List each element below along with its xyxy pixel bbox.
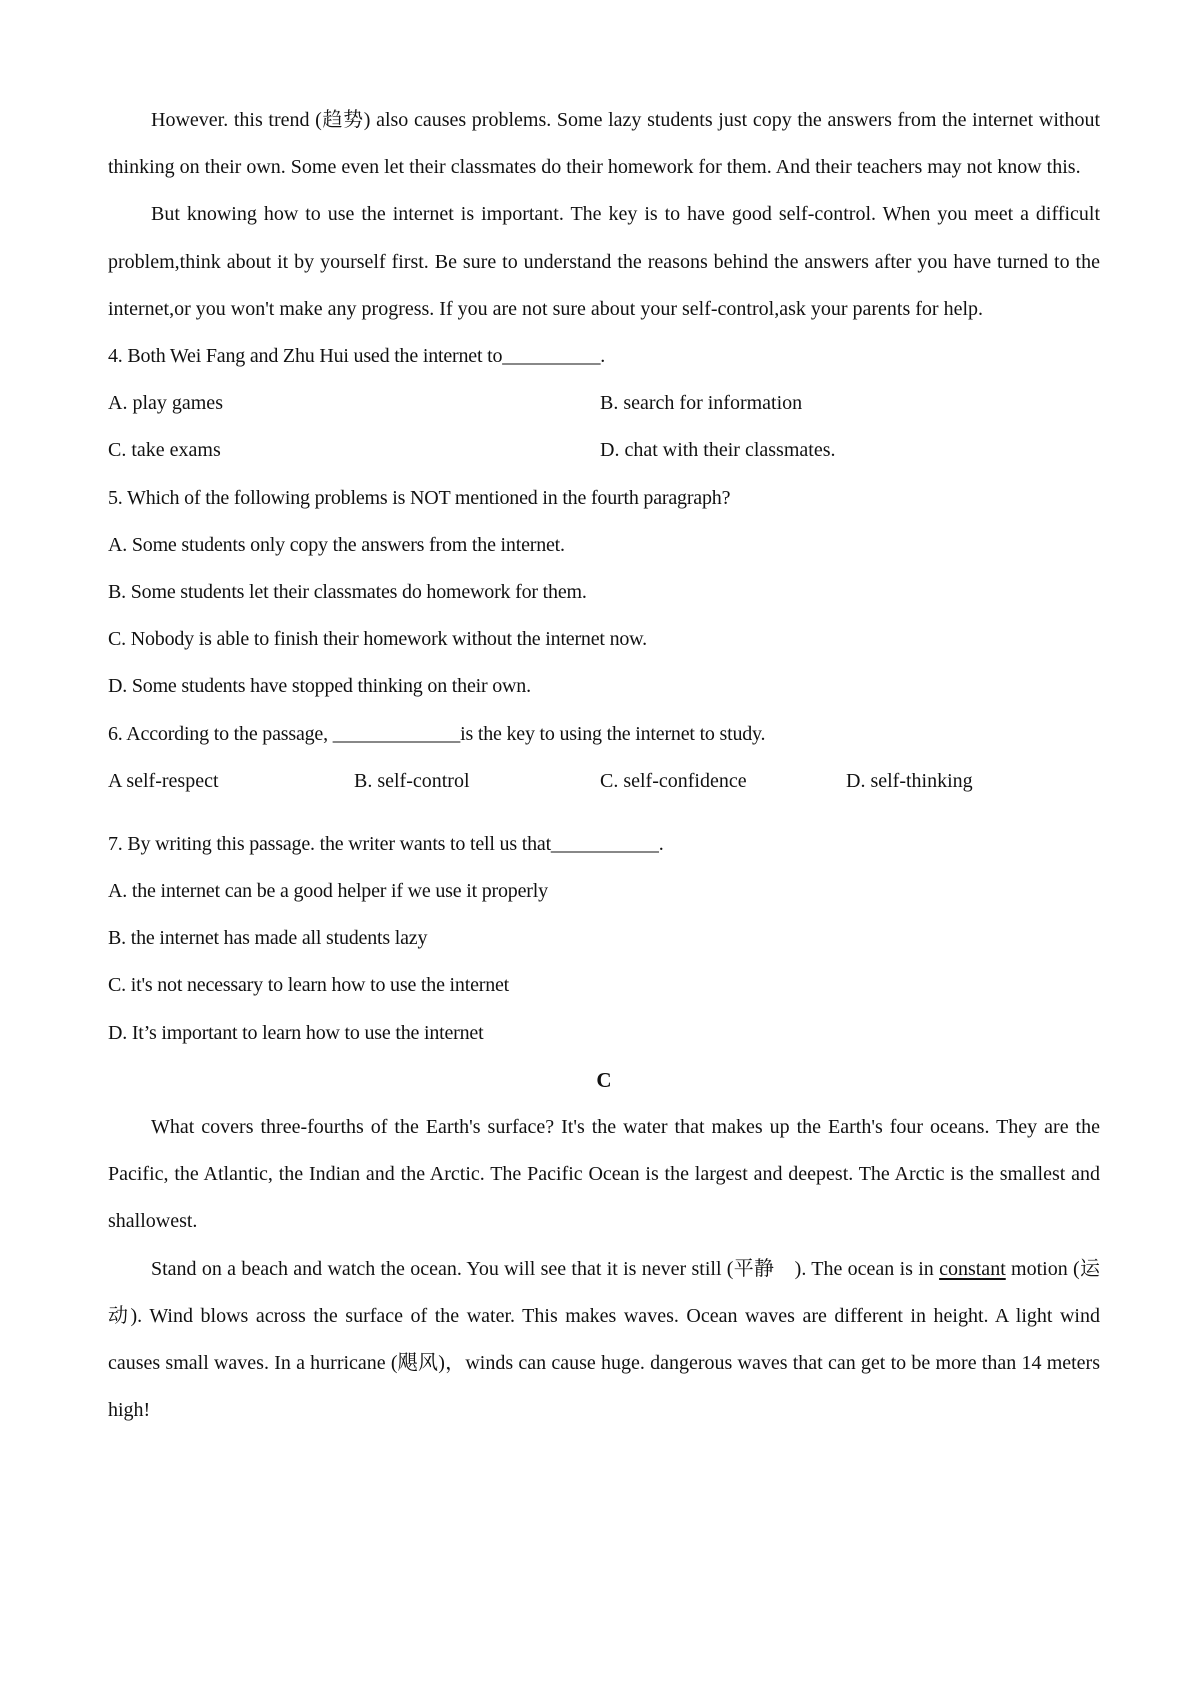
option-row xyxy=(108,758,1100,805)
paragraph-text: motion (运动). Wind blows across the surface of the water. This makes waves. Ocean waves are different in height. A light wind causes small waves. In a hurricane (飓风)，winds can cause huge. dangerous waves that can get to be more than 14 meters high! xyxy=(108,1257,1100,1422)
option-b: B. search for information xyxy=(600,392,803,415)
question-stem: 6. According to the passage, _____________is the key to using the internet to study. xyxy=(108,722,766,745)
option-a: A. Some students only copy the answers from the internet. xyxy=(108,533,565,556)
option-b: B. self-control xyxy=(354,769,470,792)
paragraph-text: Stand on a beach and watch the ocean. You will see that it is never still (平静 ). The ocean is in xyxy=(151,1257,940,1280)
question-stem: 5. Which of the following problems is NOT mentioned in the fourth paragraph? xyxy=(108,486,731,509)
question-5 xyxy=(108,475,1100,711)
section-heading: C xyxy=(596,1067,612,1092)
passage-b-paragraph-3: However. this trend (趋势) also causes problems. Some lazy students just copy the answers from the internet without thinking on their own. Some even let their classmates do their homework for them. And their teachers may not know this. xyxy=(108,109,1100,179)
option-b: B. the internet has made all students lazy xyxy=(108,927,428,950)
underlined-word: constant xyxy=(939,1257,1006,1280)
passage-b-paragraph-4: But knowing how to use the internet is important. The key is to have good self-control. When you meet a difficult problem,think about it by yourself first. Be sure to understand the reasons behind the answers after you have turned to the internet,or you won't make any progress. If you are not sure about your self-control,ask your parents for help. xyxy=(108,203,1100,320)
option-a: A. the internet can be a good helper if we use it properly xyxy=(108,880,548,903)
option-c: C. it's not necessary to learn how to use the internet xyxy=(108,974,510,997)
passage-c-paragraph-2 xyxy=(108,1246,1100,1435)
option-a: A. play games xyxy=(108,392,223,415)
option-a: A self-respect xyxy=(108,769,219,792)
spacer xyxy=(108,805,1100,821)
question-stem: 7. By writing this passage. the writer wants to tell us that___________. xyxy=(108,832,664,855)
option-c: C. Nobody is able to finish their homework without the internet now. xyxy=(108,628,647,651)
question-4 xyxy=(108,333,1100,475)
option-d: D. self-thinking xyxy=(846,769,973,792)
option-c: C. take exams xyxy=(108,439,221,462)
option-b: B. Some students let their classmates do homework for them. xyxy=(108,580,587,603)
option-d: D. Some students have stopped thinking on their own. xyxy=(108,675,531,698)
question-7 xyxy=(108,821,1100,1057)
option-row xyxy=(108,427,1100,474)
option-d: D. chat with their classmates. xyxy=(600,439,836,462)
passage-c-paragraph-1: What covers three-fourths of the Earth's surface? It's the water that makes up the Earth's four oceans. They are the Pacific, the Atlantic, the Indian and the Arctic. The Pacific Ocean is the largest and deepest. The Arctic is the smallest and shallowest. xyxy=(108,1116,1100,1233)
option-c: C. self-confidence xyxy=(600,769,747,792)
question-6 xyxy=(108,711,1100,805)
option-d: D. It’s important to learn how to use the internet xyxy=(108,1021,484,1044)
question-stem: 4. Both Wei Fang and Zhu Hui used the internet to__________. xyxy=(108,345,606,368)
option-row xyxy=(108,380,1100,427)
document-page xyxy=(108,97,1100,1434)
